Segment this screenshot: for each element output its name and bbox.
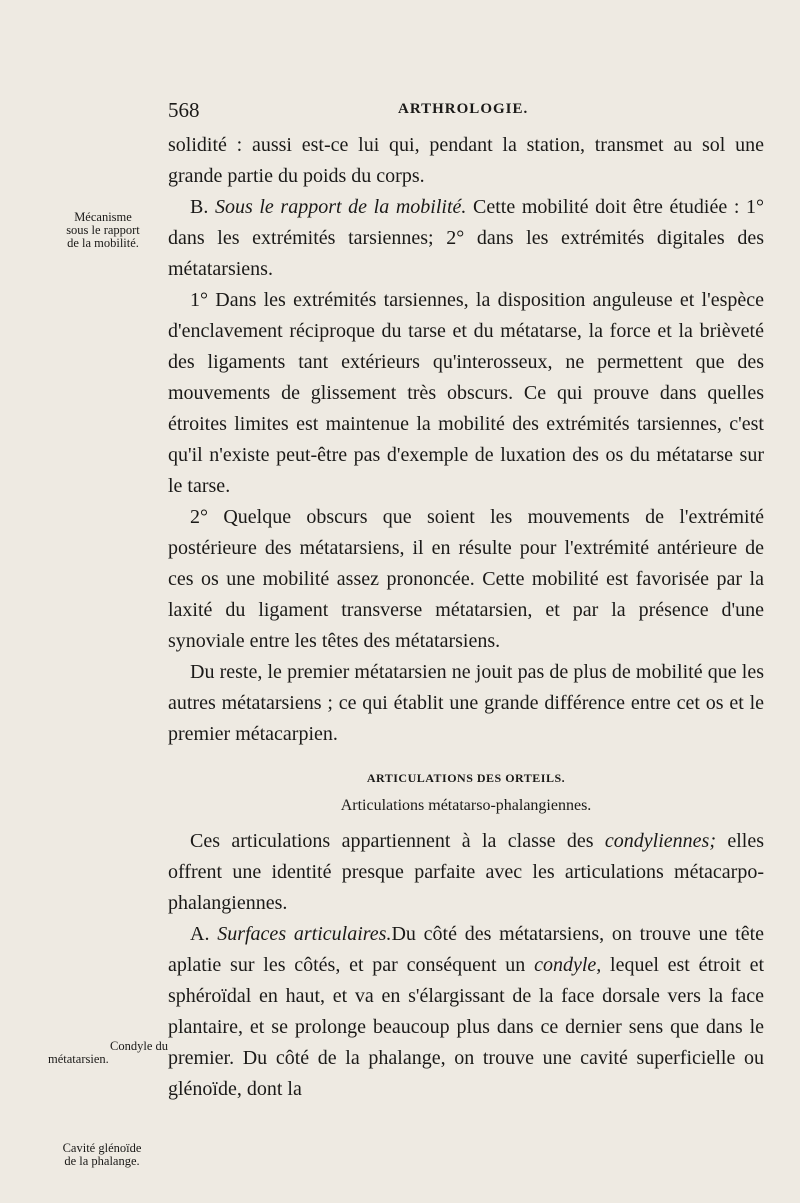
margin-note-mobilite (42, 211, 164, 250)
margin-note-line: Mécanisme (74, 210, 132, 224)
section-letter: A. (190, 923, 210, 945)
subsection-heading: Articulations métatarso-phalangiennes. (340, 797, 592, 814)
main-text (168, 130, 764, 1105)
paragraph: 1° Dans les extrémités tarsiennes, la disposition anguleuse et l'espèce d'enclavement réciproque du tarse et du métatarse, la force et la brièveté des ligaments tant extérieurs qu'interosseux, ne permettent que des mouvements de glissement très obscurs. Ce qui prouve dans quelles étroites limites est maintenue la mobilité des extrémités tarsiennes, c'est qu'il n'existe peut-être pas d'exemple de luxation des os du métatarse sur le tarse. (168, 289, 764, 497)
margin-note-cavite (38, 1142, 166, 1168)
paragraph-text: Du côté des métatarsiens, on trouve une tête aplatie sur les côtés, et par conséquent un (168, 923, 765, 976)
paragraph-text: Ces articulations appartiennent à la classe des (190, 830, 594, 852)
paragraph (168, 919, 764, 1105)
page-header (168, 98, 758, 128)
paragraph: solidité : aussi est-ce lui qui, pendant la station, transmet au sol une grande partie du poids du corps. (168, 134, 764, 187)
margin-note-line: Condyle du (110, 1039, 168, 1053)
margin-note-line: de la phalange. (64, 1154, 140, 1168)
page-number: 568 (168, 98, 200, 122)
paragraph-text: elles offrent une identité presque parfaite avec les articulations métacarpo-phalangiennes. (168, 830, 765, 914)
margin-note-condyle (40, 1040, 168, 1066)
section-title: Surfaces articulaires. (217, 923, 392, 945)
section-title: Sous le rapport de la mobilité. (214, 196, 467, 218)
italic-term: condyliennes; (604, 830, 716, 852)
margin-note-line: métatarsien. (48, 1052, 109, 1066)
margin-note-line: Cavité glénoïde (62, 1141, 142, 1155)
margin-note-line: sous le rapport (66, 223, 140, 237)
paragraph-text: Cette mobilité doit être étudiée : 1° dans les extrémités tarsiennes; 2° dans les extrémités digitales des métatarsiens. (168, 196, 765, 280)
paragraph: Du reste, le premier métatarsien ne jouit pas de plus de mobilité que les autres métatarsiens ; ce qui établit une grande différence entre cet os et le premier métacarpien. (168, 661, 764, 745)
italic-term: condyle, (534, 954, 602, 976)
running-title: ARTHROLOGIE. (398, 101, 529, 117)
section-letter: B. (190, 196, 209, 218)
section-heading: ARTICULATIONS DES ORTEILS. (366, 771, 566, 785)
margin-note-line: de la mobilité. (67, 236, 139, 250)
paragraph-text: lequel est étroit et sphéroïdal en haut, et va en s'élargissant de la face dorsale vers la face plantaire, et se prolonge beaucoup plus dans ce dernier sens que dans le premier. Du côté de la phalange, on trouve une cavité superficielle ou glénoïde, dont la (168, 954, 765, 1100)
paragraph (168, 192, 764, 285)
paragraph: 2° Quelque obscurs que soient les mouvements de l'extrémité postérieure des métatarsiens, il en résulte pour l'extrémité antérieure de ces os une mobilité assez prononcée. Cette mobilité est favorisée par la laxité du ligament transverse métatarsien, et par la présence d'une synoviale entre les têtes des métatarsiens. (168, 506, 764, 652)
paragraph (168, 826, 764, 919)
